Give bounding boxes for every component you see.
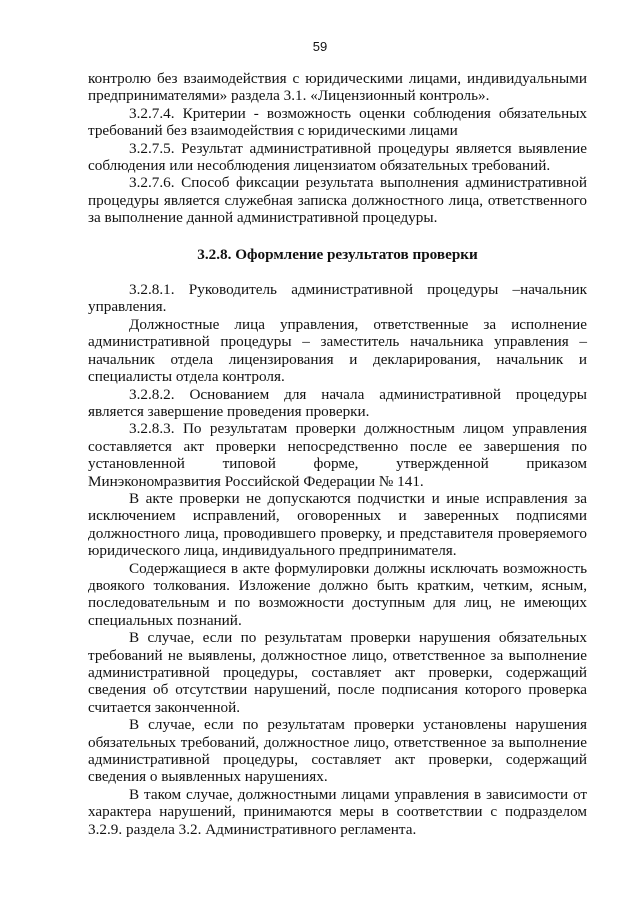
paragraph: контролю без взаимодействия с юридическими лицами, индивидуальными предпринимателями» раздела 3.1. «Лицензионный контроль». xyxy=(88,70,587,105)
paragraph: В случае, если по результатам проверки установлены нарушения обязательных требований, должностное лицо, ответственное за выполнение административной процедуры, составляет акт проверки, содержащий сведения о выявленных нарушениях. xyxy=(88,716,587,786)
paragraph: 3.2.7.6. Способ фиксации результата выполнения административной процедуры является служебная записка должностного лица, ответственного за выполнение данной административной процедуры. xyxy=(88,174,587,227)
paragraph: В случае, если по результатам проверки нарушения обязательных требований не выявлены, должностное лицо, ответственное за выполнение административной процедуры, составляет акт проверки, содержащий сведения об отсутствии нарушений, после подписания которого проверка считается законченной. xyxy=(88,629,587,716)
document-body xyxy=(88,70,587,838)
section-heading: 3.2.8. Оформление результатов проверки xyxy=(197,245,478,263)
paragraph: 3.2.8.2. Основанием для начала административной процедуры является завершение проведения проверки. xyxy=(88,385,587,420)
paragraph: 3.2.8.3. По результатам проверки должностным лицом управления составляется акт проверки непосредственно после ее завершения по установленной типовой форме, утвержденной приказом Минэкономразвития Российской Федерации № 141. xyxy=(88,420,587,490)
paragraph: 3.2.8.1. Руководитель административной процедуры –начальник управления. xyxy=(88,281,587,316)
paragraph: Должностные лица управления, ответственные за исполнение административной процедуры – заместитель начальника управления – начальник отдела лицензирования и декларирования, начальник и специалисты отдела контроля. xyxy=(88,315,587,386)
paragraph: 3.2.7.5. Результат административной процедуры является выявление соблюдения или несоблюдения лицензиатом обязательных требований. xyxy=(88,139,587,175)
paragraph: 3.2.7.4. Критерии - возможность оценки соблюдения обязательных требований без взаимодействия с юридическими лицами xyxy=(88,104,587,140)
paragraph: Содержащиеся в акте формулировки должны исключать возможность двоякого толкования. Изложение должно быть кратким, четким, ясным, последовательным и по возможности доступным для лиц, не имеющих специальных познаний. xyxy=(88,559,587,629)
paragraph: В акте проверки не допускаются подчистки и иные исправления за исключением исправлений, оговоренных и заверенных подписями должностного лица, проводившего проверку, и представителя проверяемого юридического лица, индивидуального предпринимателя. xyxy=(88,489,587,560)
paragraph: В таком случае, должностными лицами управления в зависимости от характера нарушений, принимаются меры в соответствии с подразделом 3.2.9. раздела 3.2. Административного регламента. xyxy=(88,785,587,838)
page-number: 59 xyxy=(312,39,328,54)
